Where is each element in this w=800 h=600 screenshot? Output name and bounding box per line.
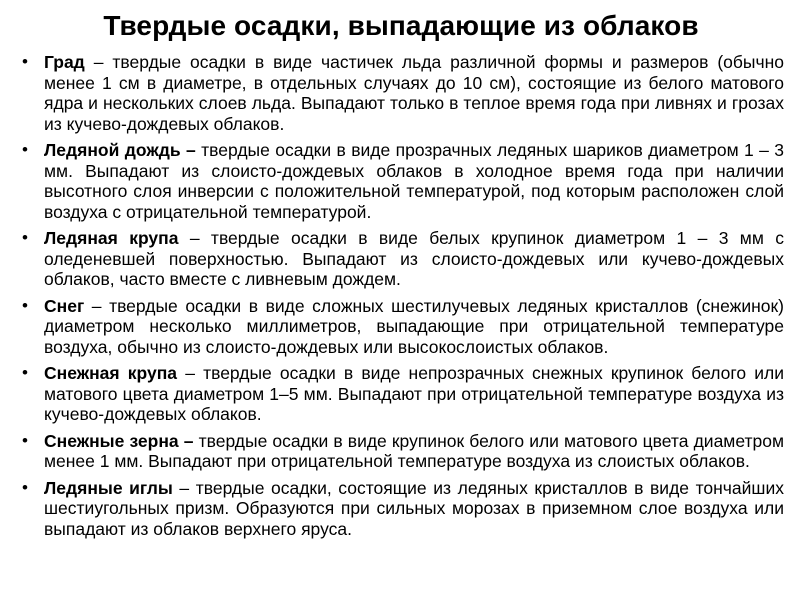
bullet-icon: •: [22, 52, 28, 71]
bullet-icon: •: [22, 477, 28, 497]
list-item-ice-pellets: [18, 228, 784, 290]
item-text: твердые осадки в виде прозрачных ледяных шариков диаметром 1 – 3 мм. Выпадают из слоисто-дождевых облаков в холодное время года при наличии высотного слоя инверсии с положительной температурой, под которым расположен слой воздуха с отрицательной температурой.: [44, 140, 784, 222]
item-term: Ледяной дождь –: [44, 140, 196, 160]
bullet-icon: •: [22, 430, 28, 450]
item-term: Снежная крупа: [44, 363, 178, 383]
item-term: Ледяная крупа: [44, 228, 179, 248]
item-term: Снежные зерна –: [44, 430, 194, 451]
item-text: – твердые осадки в виде непрозрачных снежных крупинок белого или матового цвета диаметром 1–5 мм. Выпадают при отрицательной температуре воздуха из кучево-дождевых облаков.: [44, 363, 785, 424]
list-item-ice-needles: [18, 478, 784, 540]
item-term: Град: [44, 52, 85, 72]
precipitation-list: [18, 52, 784, 539]
item-text: – твердые осадки в виде частичек льда различной формы и размеров (обычно менее 1 см в диаметре, в отдельных случаях до 10 см), состоящие из белого матового ядра и нескольких слоев льда. Выпадают только в теплое время года при ливнях и грозах из кучево-дождевых облаков.: [44, 52, 784, 134]
list-item-snow-pellets: [18, 363, 784, 425]
list-item-snow-grains: [18, 431, 784, 472]
list-item-snow: [18, 296, 784, 358]
item-term: Снег: [44, 295, 85, 316]
item-text: – твердые осадки, состоящие из ледяных кристаллов в виде тончайших шестиугольных призм. Образуются при сильных морозах в приземном слое воздуха или выпадают из облаков верхнего яруса.: [44, 477, 784, 539]
bullet-icon: •: [22, 363, 28, 382]
bullet-icon: •: [22, 295, 28, 315]
bullet-icon: •: [22, 140, 28, 159]
list-item-freezing-rain: [18, 140, 784, 222]
item-term: Ледяные иглы: [44, 477, 173, 498]
list-item-hail: [18, 52, 784, 134]
slide-title: Твердые осадки, выпадающие из облаков: [103, 10, 699, 41]
item-text: – твердые осадки в виде сложных шестилучевых ледяных кристаллов (снежинок) диаметром несколько миллиметров, выпадающие при отрицательной температуре воздуха, обычно из слоисто-дождевых или высокослоистых облаков.: [44, 295, 784, 357]
item-text: – твердые осадки в виде белых крупинок диаметром 1 – 3 мм с оледеневшей поверхностью. Выпадают из слоисто-дождевых или кучево-дождевых облаков, часто вместе с ливневым дождем.: [44, 228, 784, 289]
item-text: твердые осадки в виде крупинок белого или матового цвета диаметром менее 1 мм. Выпадают при отрицательной температуре воздуха из слоистых облаков.: [44, 430, 784, 471]
bullet-icon: •: [22, 228, 28, 247]
